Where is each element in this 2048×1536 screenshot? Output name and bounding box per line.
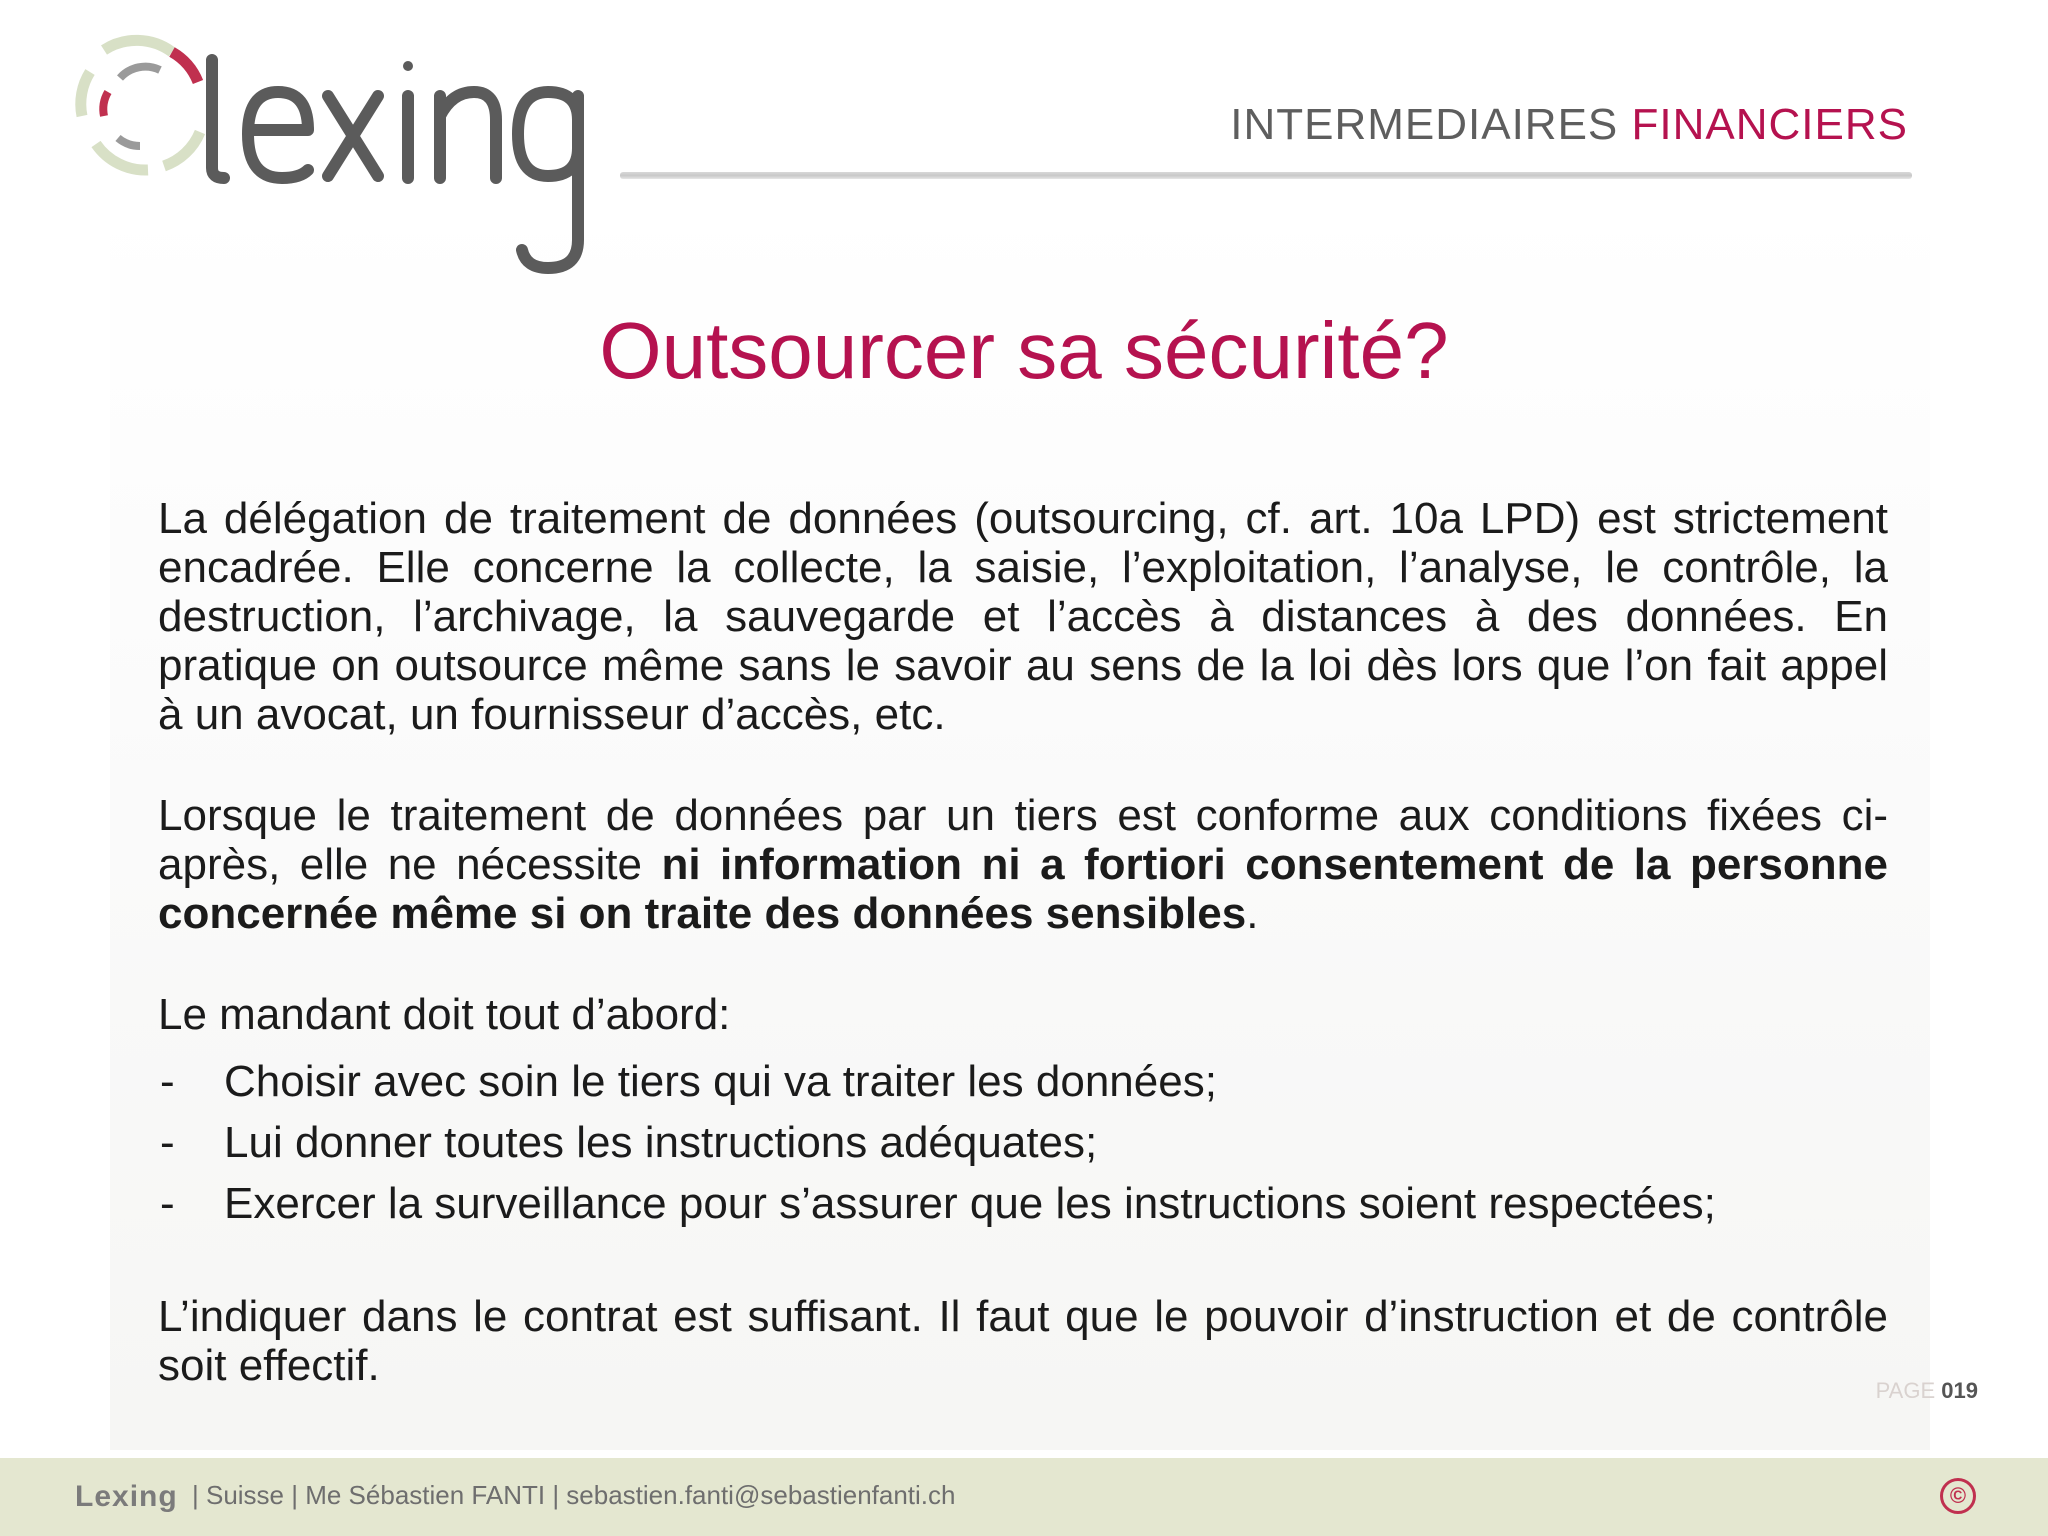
list-item [158, 1051, 1888, 1112]
list-item [158, 1112, 1888, 1173]
paragraph-end: . [1246, 889, 1259, 938]
footer-bar [0, 1458, 2048, 1536]
list-item-text: Choisir avec soin le tiers qui va traiter les données; [224, 1057, 1217, 1106]
paragraph-outsourcing-definition: La délégation de traitement de données (outsourcing, cf. art. 10a LPD) est strictement encadrée. Elle concerne la collecte, la saisie, l’exploitation, l’analyse, le contrôle, la destruction, l’archivage, la sauvegarde et l’accès à distances à des données. En pratique on outsource même sans le savoir au sens de la loi dès lors que l’on fait appel à un avocat, un fournisseur d’accès, etc. [158, 494, 1888, 739]
footer-contact-info: | Suisse | Me Sébastien FANTI | sebastien.fanti@sebastienfanti.ch [192, 1480, 956, 1510]
list-item-text: Exercer la surveillance pour s’assurer que les instructions soient respectées; [224, 1179, 1716, 1228]
paragraph-text: Lorsque le traitement de données par un tiers est conforme aux conditions fixées ci-après, elle ne nécessite [158, 791, 1888, 889]
list-item [158, 1173, 1888, 1234]
footer-brand: Lexing [75, 1480, 178, 1513]
page-number-value: 019 [1941, 1378, 1978, 1403]
page-label: PAGE [1875, 1378, 1936, 1403]
paragraph-no-consent [158, 791, 1888, 938]
copyright-icon: © [1940, 1478, 1976, 1514]
dash-bullet: - [160, 1179, 175, 1228]
paragraph-bold-text: ni information ni a fortiori consentement de la personne concernée même si on traite des données sensibles [158, 840, 1888, 938]
slide-content [158, 494, 1888, 1390]
obligations-list [158, 1051, 1888, 1234]
list-intro: Le mandant doit tout d’abord: [158, 990, 731, 1039]
header-section-title [1230, 100, 1908, 150]
header-title-part: INTERMEDIAIRES [1230, 100, 1632, 149]
dash-bullet: - [160, 1118, 175, 1167]
dash-bullet: - [160, 1057, 175, 1106]
header-divider [620, 172, 1912, 179]
lexing-logo [60, 20, 640, 280]
list-item-text: Lui donner toutes les instructions adéquates; [224, 1118, 1098, 1167]
header-title-accent: FINANCIERS [1631, 100, 1908, 149]
page-number [1876, 1378, 1978, 1404]
paragraph-conclusion: L’indiquer dans le contrat est suffisant. Il faut que le pouvoir d’instruction et de contrôle soit effectif. [158, 1292, 1888, 1390]
slide-title: Outsourcer sa sécurité? [599, 306, 1449, 395]
